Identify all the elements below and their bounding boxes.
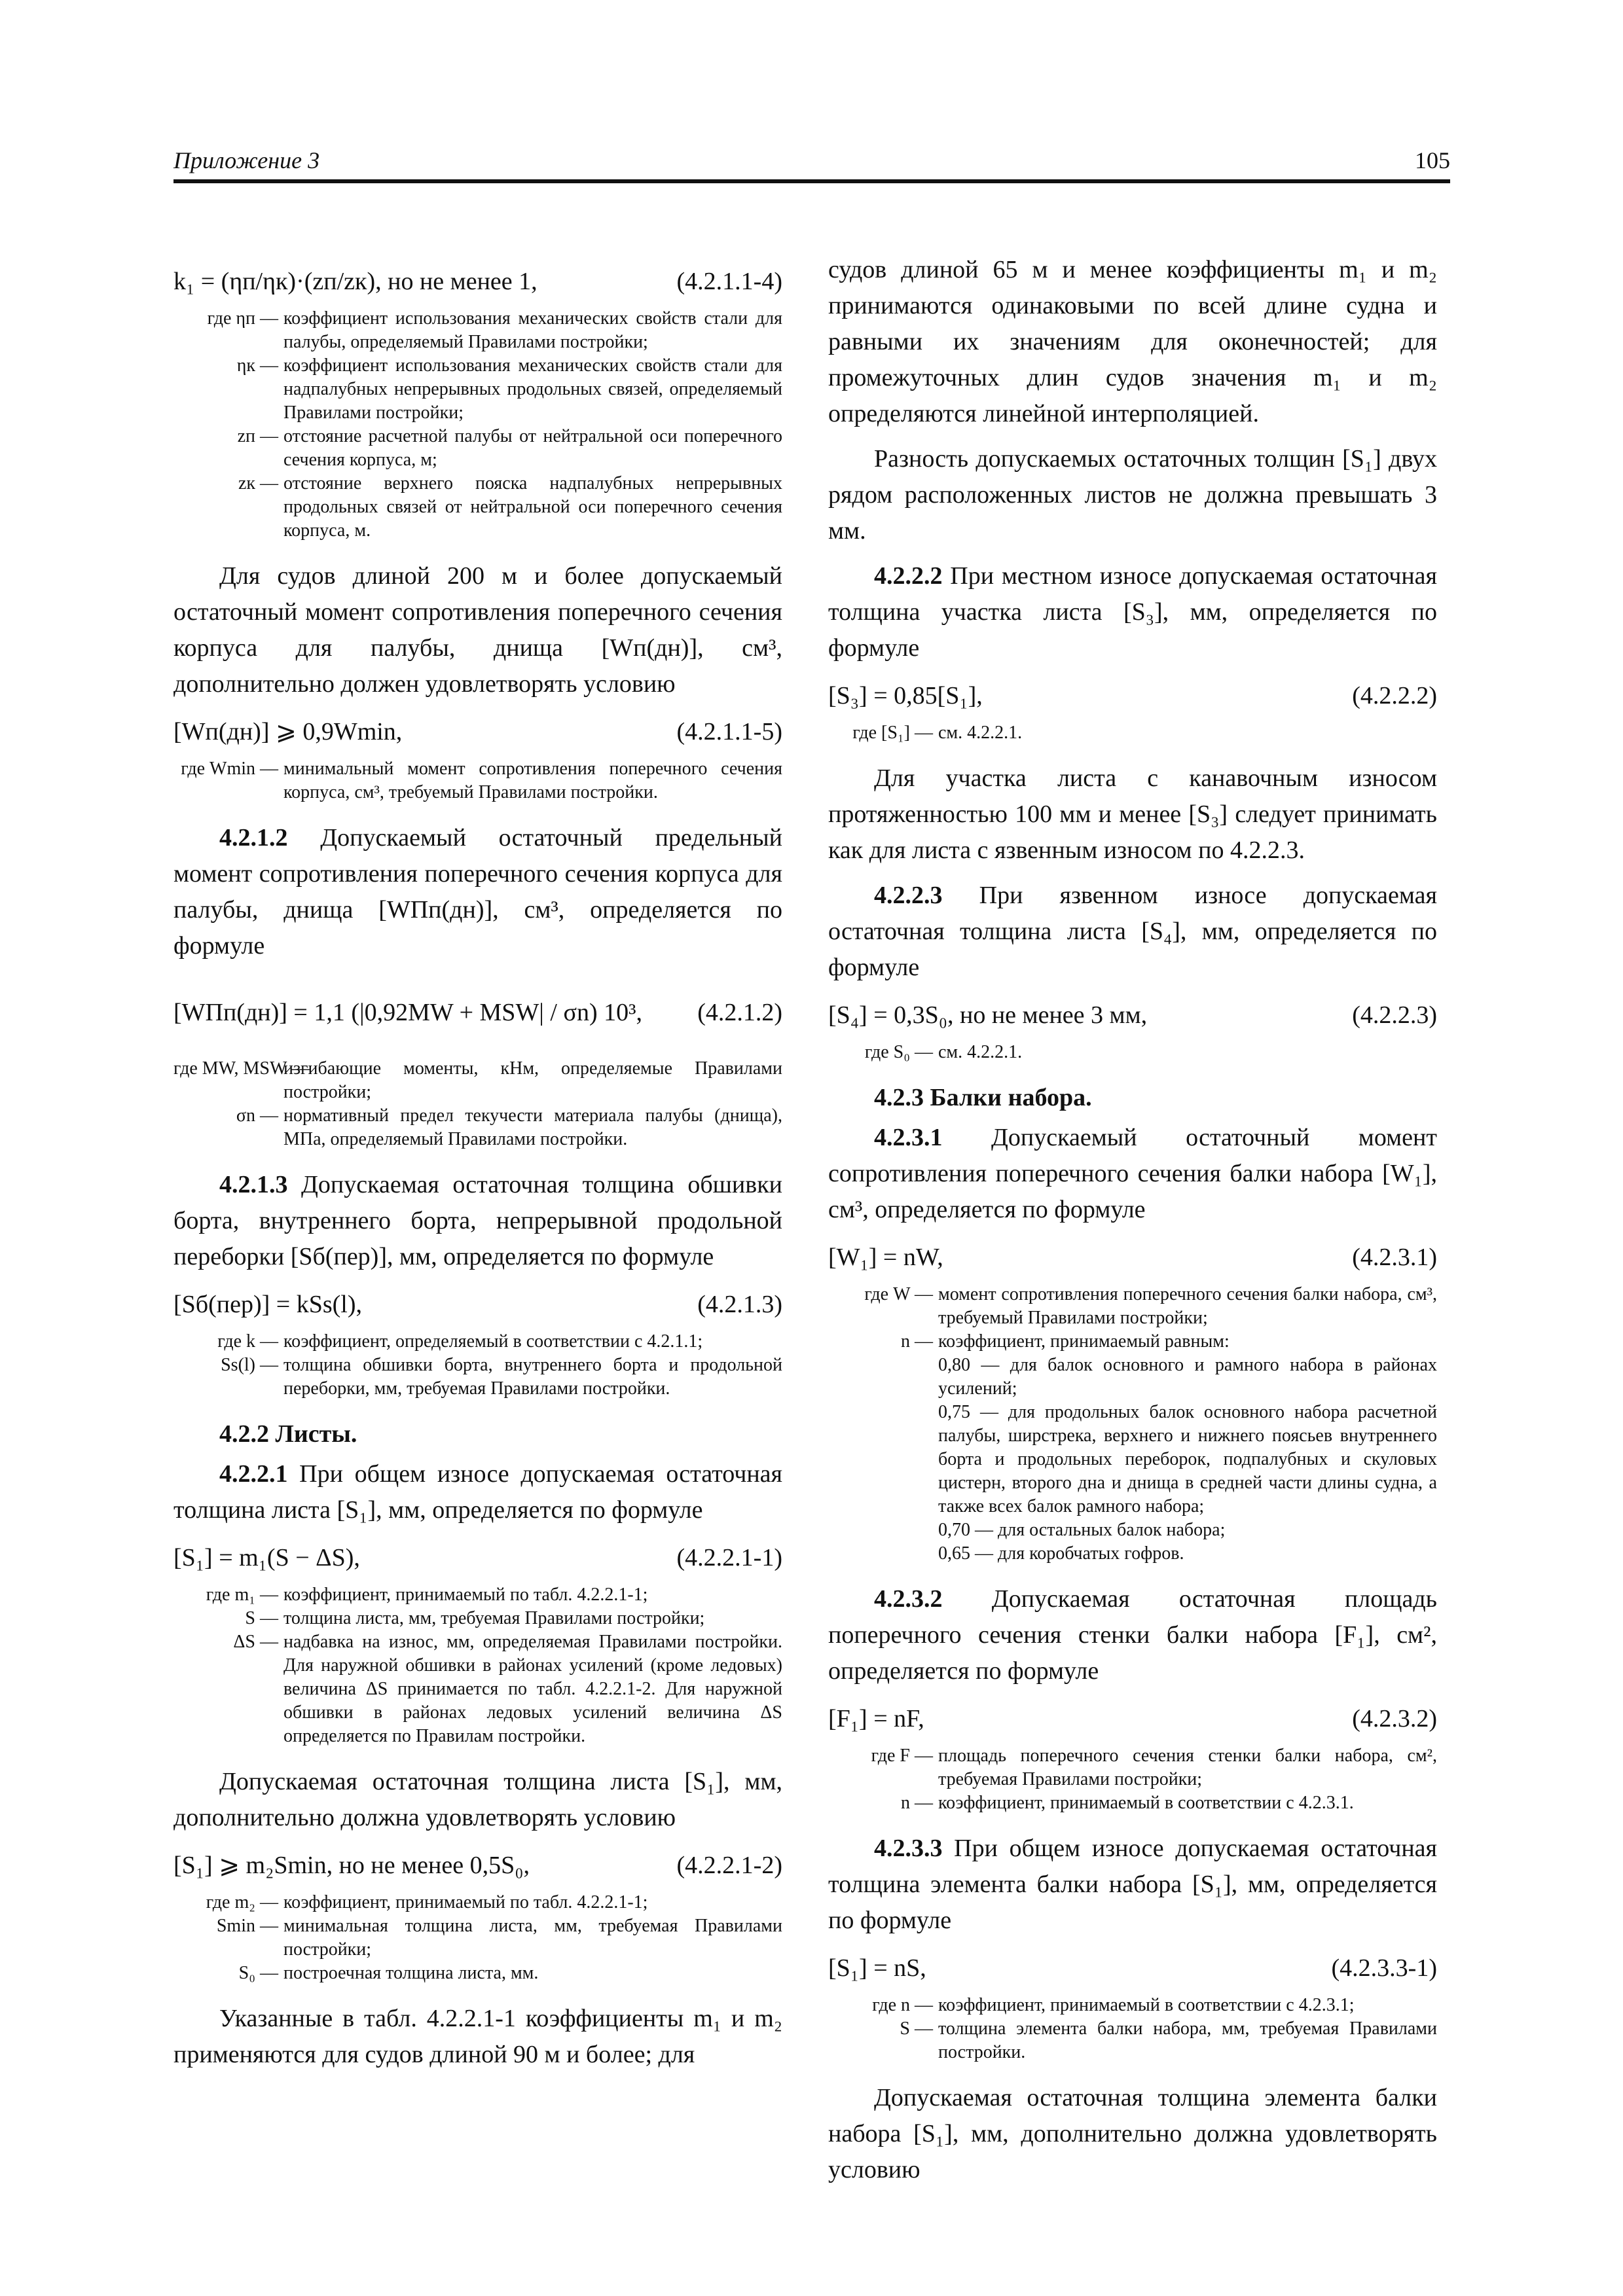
formula-number: (4.2.2.2) [1352, 682, 1437, 709]
legend-symbol [828, 1401, 938, 1518]
paragraph [173, 1764, 782, 1836]
legend-text: коэффициент, принимаемый равным: [938, 1331, 1230, 1352]
formula-number: (4.2.1.1-5) [676, 718, 782, 745]
legend-row [173, 472, 782, 543]
legend-text: коэффициент, принимаемый в соответствии с 4.2.3.1. [938, 1793, 1354, 1813]
section-number: 4.2.3.2 [874, 1585, 943, 1613]
formula-number: (4.2.3.2) [1352, 1705, 1437, 1732]
paragraph [828, 2080, 1437, 2188]
legend-text: коэффициент использования механических свойств стали для палубы, определяемый Правилами постройки; [283, 308, 782, 352]
legend-text: минимальный момент сопротивления поперечного сечения корпуса, см³, требуемый Правилами постройки. [283, 759, 782, 802]
formula-expression: [S₄] = 0,3S₀, но не менее 3 мм, [828, 1001, 1148, 1029]
formula-expression: [S₁] ⩾ m₂Smin, но не менее 0,5S₀, [173, 1852, 530, 1879]
legend-block [173, 1057, 782, 1151]
legend-row [828, 1744, 1437, 1791]
section-number: 4.2.3.1 [874, 1124, 943, 1151]
formula [828, 1948, 1437, 1988]
paragraph [173, 1167, 782, 1275]
legend-text: коэффициент, принимаемый по табл. 4.2.2.1-1; [283, 1892, 648, 1912]
paragraph [828, 761, 1437, 869]
legend-text: толщина элемента балки набора, мм, требуемая Правилами постройки. [938, 2018, 1437, 2062]
legend-row [828, 1041, 1437, 1064]
paragraph-text: судов длиной 65 м и менее коэффициенты m₁ и m₂ принимаются одинаковыми по всей длине судна и равными их значениям для оконечностей; для промежуточных длин судов значения m₁ и m₂ определяются линейной интерполяцией. [828, 256, 1437, 427]
legend-row [828, 1330, 1437, 1354]
paragraph-text: Указанные в табл. 4.2.2.1-1 коэффициенты m₁ и m₂ применяются для судов длиной 90 м и более; для [173, 2005, 782, 2068]
paragraph-text: При общем износе допускаемая остаточная толщина листа [S₁], мм, определяется по формуле [173, 1460, 782, 1524]
paragraph [828, 558, 1437, 666]
legend-symbol: где ηп — [207, 308, 278, 329]
paragraph-text: Допускаемая остаточная толщина обшивки борта, внутреннего борта, непрерывной продольной переборки [Sб(пер)], мм, определяется по формуле [173, 1171, 782, 1270]
legend-symbol: Smin — [216, 1916, 278, 1936]
legend-symbol: где [S₁] — [852, 723, 933, 743]
legend-symbol: ΔS — [233, 1632, 278, 1652]
formula-number: (4.2.2.1-2) [676, 1852, 782, 1879]
legend-row [828, 1518, 1437, 1542]
paragraph-text: Допускаемая остаточная толщина элемента балки набора [S₁], мм, дополнительно должна удовлетворять условию [828, 2084, 1437, 2183]
legend-text: см. 4.2.2.1. [938, 1042, 1023, 1062]
formula [828, 995, 1437, 1035]
legend-symbol: Ss(l) — [221, 1355, 278, 1375]
legend-block [828, 1744, 1437, 1815]
paragraph [828, 252, 1437, 432]
formula-expression: [Sб(пер)] = kSs(l), [173, 1291, 363, 1318]
paragraph-text: Допускаемый остаточный момент сопротивления поперечного сечения балки набора [W₁], см³, определяется по формуле [828, 1124, 1437, 1223]
formula [173, 973, 782, 1052]
legend-symbol: где k — [217, 1331, 278, 1352]
paragraph-text: При общем износе допускаемая остаточная толщина элемента балки набора [S₁], мм, определяется по формуле [828, 1835, 1437, 1934]
legend-symbol: где Wmin — [181, 759, 278, 779]
paragraph [173, 2001, 782, 2073]
legend-text: коэффициент использования механических свойств стали для надпалубных непрерывных продольных связей, определяемый Правилами постройки; [283, 355, 782, 423]
paragraph [828, 878, 1437, 986]
formula [828, 675, 1437, 716]
legend-symbol: где MW, MSW — [173, 1058, 310, 1079]
section-number: 4.2.3.3 [874, 1835, 943, 1862]
legend-row [173, 1962, 782, 1985]
legend-symbol [828, 1542, 938, 1566]
header-title: Приложение 3 [173, 147, 320, 173]
legend-symbol: n — [901, 1793, 933, 1813]
legend-text: толщина обшивки борта, внутреннего борта и продольной переборки, мм, требуемая Правилами постройки. [283, 1355, 782, 1399]
formula-number: (4.2.1.1-4) [676, 268, 782, 295]
section-number: 4.2.2.3 [874, 882, 943, 909]
formula-expression: k₁ = (ηп/ηк)·(zп/zк), но не менее 1, [173, 268, 538, 295]
paragraph [173, 1456, 782, 1528]
paragraph-text: Допускаемая остаточная толщина листа [S₁], мм, дополнительно должна удовлетворять условию [173, 1768, 782, 1831]
legend-row [828, 1994, 1437, 2017]
legend-row [173, 1057, 782, 1104]
legend-row [173, 1354, 782, 1401]
paragraph-text: При местном износе допускаемая остаточная толщина участка листа [S₃], мм, определяется по формуле [828, 562, 1437, 662]
formula-number: (4.2.2.3) [1352, 1001, 1437, 1029]
legend-block [173, 1330, 782, 1401]
page-number: 105 [1415, 147, 1450, 173]
formula [173, 1845, 782, 1886]
section-number: 4.2.1.2 [219, 824, 288, 852]
legend-block [173, 1583, 782, 1748]
formula-expression: [W₁] = nW, [828, 1244, 943, 1271]
legend-block [173, 757, 782, 804]
legend-block [828, 721, 1437, 745]
legend-symbol: S₀ — [238, 1963, 278, 1983]
legend-block [828, 1283, 1437, 1566]
formula [828, 1698, 1437, 1739]
legend-text: построечная толщина листа, мм. [283, 1963, 539, 1983]
legend-symbol: σn — [236, 1105, 278, 1126]
legend-text: отстояние верхнего пояска надпалубных непрерывных продольных связей от нейтральной оси поперечного сечения корпуса, м. [283, 473, 782, 541]
page-header [173, 143, 1450, 183]
legend-block [173, 307, 782, 543]
formula-expression: [WПп(дн)] = 1,1 (|0,92MW + MSW| / σn) 10³, [173, 999, 643, 1026]
paragraph [173, 820, 782, 964]
legend-symbol: где S₀ — [864, 1042, 933, 1062]
legend-text: 0,65 — для коробчатых гофров. [938, 1543, 1184, 1564]
legend-row [173, 1330, 782, 1354]
paragraph-text: Допускаемый остаточный предельный момент сопротивления поперечного сечения корпуса для палубы, днища [WПп(дн)], см³, определяется по формуле [173, 824, 782, 960]
legend-row [828, 1401, 1437, 1518]
right-column [828, 252, 1437, 2197]
legend-symbol: где m₁ — [206, 1585, 278, 1605]
section-number: 4.2.2.2 [874, 562, 943, 590]
formula-number: (4.2.2.1-1) [676, 1544, 782, 1571]
legend-block [173, 1891, 782, 1985]
legend-text: см. 4.2.2.1. [938, 723, 1023, 743]
legend-symbol: где n — [872, 1995, 933, 2015]
legend-block [828, 1994, 1437, 2064]
formula-number: (4.2.3.3-1) [1331, 1954, 1437, 1982]
legend-row [828, 1791, 1437, 1815]
paragraph-text: Для судов длиной 200 м и более допускаемый остаточный момент сопротивления поперечного сечения корпуса для палубы, днища [Wп(дн)], см³, дополнительно должен удовлетворять условию [173, 562, 782, 698]
legend-symbol: где W — [864, 1284, 933, 1304]
legend-symbol: где F — [871, 1746, 933, 1766]
legend-text: коэффициент, принимаемый по табл. 4.2.2.1-1; [283, 1585, 648, 1605]
formula [173, 1537, 782, 1578]
legend-row [828, 2017, 1437, 2064]
legend-row [173, 1104, 782, 1151]
legend-row [173, 1630, 782, 1748]
legend-row [173, 757, 782, 804]
formula [173, 261, 782, 302]
section-number: 4.2.1.3 [219, 1171, 288, 1198]
section-heading: 4.2.3 Балки набора. [874, 1084, 1092, 1111]
legend-text: минимальная толщина листа, мм, требуемая Правилами постройки; [283, 1916, 782, 1960]
formula-expression: [S₁] = nS, [828, 1954, 926, 1982]
paragraph [828, 1581, 1437, 1689]
legend-text: нормативный предел текучести материала палубы (днища), МПа, определяемый Правилами постройки. [283, 1105, 782, 1149]
formula [828, 1237, 1437, 1278]
legend-row [828, 1354, 1437, 1401]
legend-row [173, 1607, 782, 1630]
paragraph-text: Для участка листа с канавочным износом протяженностью 100 мм и менее [S₃] следует принимать как для листа с язвенным износом по 4.2.2.3. [828, 764, 1437, 864]
legend-text: отстояние расчетной палубы от нейтральной оси поперечного сечения корпуса, м; [283, 426, 782, 470]
legend-text: коэффициент, принимаемый в соответствии с 4.2.3.1; [938, 1995, 1355, 2015]
paragraph [173, 558, 782, 702]
legend-text: 0,75 — для продольных балок основного набора расчетной палубы, ширстрека, верхнего и нижнего поясьев внутреннего борта и продольных переборок, подпалубных и скуловых цистерн, второго дна и днища в средней части длины судна, а также всех балок рамного набора; [938, 1402, 1437, 1516]
legend-text: 0,80 — для балок основного и рамного набора в районах усилений; [938, 1355, 1437, 1399]
formula-expression: [Wп(дн)] ⩾ 0,9Wmin, [173, 718, 403, 745]
paragraph-text: Допускаемая остаточная площадь поперечного сечения стенки балки набора [F₁], см², определяется по формуле [828, 1585, 1437, 1685]
formula-expression: [F₁] = nF, [828, 1705, 924, 1732]
formula-number: (4.2.3.1) [1352, 1244, 1437, 1271]
legend-symbol: n — [901, 1331, 933, 1352]
left-column [173, 252, 782, 2082]
legend-text: площадь поперечного сечения стенки балки набора, см², требуемая Правилами постройки; [938, 1746, 1437, 1789]
legend-text: толщина листа, мм, требуемая Правилами постройки; [283, 1608, 705, 1628]
formula-number: (4.2.1.3) [697, 1291, 782, 1318]
paragraph-text: При язвенном износе допускаемая остаточная толщина листа [S₄], мм, определяется по формуле [828, 882, 1437, 981]
legend-text: момент сопротивления поперечного сечения балки набора, см³, требуемый Правилами постройки; [938, 1284, 1437, 1328]
formula-expression: [S₃] = 0,85[S₁], [828, 682, 983, 709]
legend-symbol: S — [245, 1608, 278, 1628]
legend-symbol: S — [900, 2018, 933, 2039]
legend-row [173, 1891, 782, 1914]
legend-symbol [828, 1354, 938, 1401]
paragraph [828, 1120, 1437, 1228]
legend-symbol: zп — [237, 426, 278, 446]
legend-row [173, 354, 782, 425]
legend-block [828, 1041, 1437, 1064]
legend-row [173, 425, 782, 472]
legend-text: коэффициент, определяемый в соответствии с 4.2.1.1; [283, 1331, 703, 1352]
section-number: 4.2.2.1 [219, 1460, 288, 1488]
legend-symbol [828, 1518, 938, 1542]
paragraph [828, 441, 1437, 549]
legend-row [828, 1283, 1437, 1330]
legend-text: изгибающие моменты, кНм, определяемые Правилами постройки; [283, 1058, 782, 1102]
formula-number: (4.2.1.2) [697, 999, 782, 1026]
legend-row [828, 721, 1437, 745]
paragraph [828, 1831, 1437, 1939]
paragraph-text: Разность допускаемых остаточных толщин [S₁] двух рядом расположенных листов не должна превышать 3 мм. [828, 445, 1437, 545]
legend-row [173, 1914, 782, 1962]
formula [173, 711, 782, 752]
legend-row [173, 1583, 782, 1607]
legend-row [173, 307, 782, 354]
legend-text: 0,70 — для остальных балок набора; [938, 1520, 1226, 1540]
section-heading: 4.2.2 Листы. [219, 1420, 357, 1448]
legend-symbol: zк — [238, 473, 278, 493]
legend-symbol: где m₂ — [206, 1892, 278, 1912]
legend-row [828, 1542, 1437, 1566]
formula [173, 1284, 782, 1325]
legend-symbol: ηк — [236, 355, 278, 376]
formula-expression: [S₁] = m₁(S − ΔS), [173, 1544, 360, 1571]
legend-text: надбавка на износ, мм, определяемая Правилами постройки. Для наружной обшивки в районах усилений (кроме ледовых) величина ΔS принимается по табл. 4.2.2.1-2. Для наружной обшивки в районах ледовых усилений величина ΔS определяется по Правилам постройки. [283, 1632, 782, 1746]
